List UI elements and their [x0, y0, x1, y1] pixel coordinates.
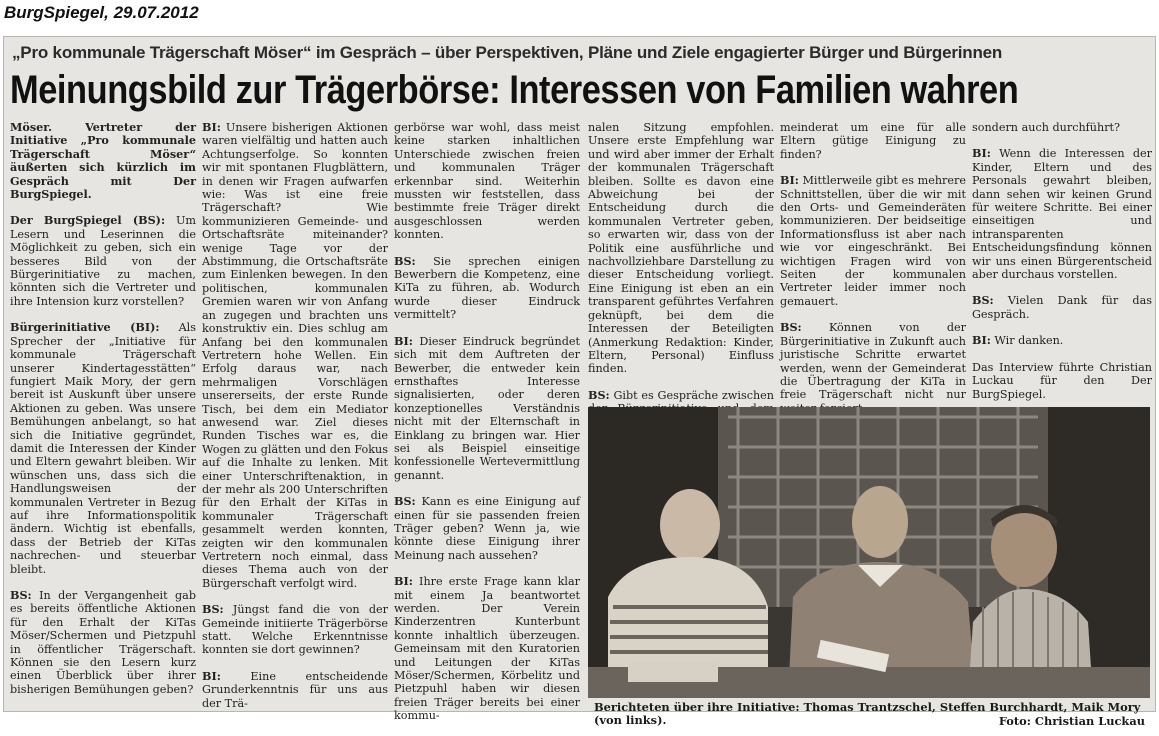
paragraph — [972, 147, 1152, 281]
article-column-2 — [202, 121, 388, 723]
paragraph-text: Jüngst fand die von der Gemeinde initiierte Trägerbörse statt. Welche Erkenntnisse konnten sie dort gewinnen? — [202, 603, 388, 657]
paragraph-text: Ihre erste Frage kann klar mit einem Ja beantwortet werden. Der Verein Kinderzentren Kunterbunt konnte inhaltlich überzeugen. Gemeinsam mit den Kuratorien und Leitungen der KiTas Möser/Schermen, Körbelitz und Pietzpuhl haben wir diesen freien Träger bereits bei einer kommu- — [394, 575, 580, 723]
article-column-6 — [972, 121, 1152, 414]
paragraph-text: Vielen Dank für das Gespräch. — [972, 294, 1152, 321]
paragraph-text: Kann es eine Einigung auf einen für sie passenden freien Träger geben? Wenn ja, wie könnte diese Einigung ihrer Meinung nach aussehen? — [394, 495, 580, 562]
paragraph-text: Sie sprechen einigen Bewerbern die Kompetenz, eine KiTa zu führen, ab. Wodurch wurde dieser Eindruck vermittelt? — [394, 254, 580, 322]
speaker-label: BI: — [972, 146, 991, 161]
paragraph — [394, 255, 580, 322]
paragraph-text: Als Sprecher der „Initiative für kommunale Trägerschaft unserer Kindertagesstätten“ fungiert Maik Mory, der gern bereit ist Auskunft über unsere Aktionen zu geben. Was unsere Bemühungen anbelangt, so hat sich die Initiative gegründet, damit die Interessen der Kinder und Eltern gewahrt bleiben. Wir wünschen uns, dass sich die Handlungsweisen der kommunalen Vertreter in Bezug auf ihre Informationspolitik ändern. Wichtig ist ebenfalls, dass der Betrieb der KiTas nachrechen- und steuerbar bleibt. — [10, 321, 196, 576]
paragraph — [202, 603, 388, 657]
paragraph — [972, 334, 1152, 347]
article-column-5 — [780, 121, 966, 437]
speaker-label: BI: — [972, 333, 991, 348]
paragraph — [394, 495, 580, 562]
speaker-label: BS: — [780, 320, 802, 335]
article-column-3 — [394, 121, 580, 736]
newspaper-clipping — [3, 36, 1156, 728]
photo-credit: Foto: Christian Luckau — [998, 714, 1145, 728]
paragraph — [972, 294, 1152, 321]
article-intro: Möser. Vertreter der Initiative „Pro kommunale Trägerschaft Möser“ äußerten sich kürzlich im Gespräch mit Der BurgSpiegel. — [10, 120, 196, 202]
speaker-label: BS: — [394, 253, 416, 268]
paragraph — [202, 121, 388, 590]
paragraph-text: Können von der Bürgerinitiative in Zukunft auch juristische Schritte erwartet werden, wenn der Gemeinderat die Übertragung der KiTa in freie Trägerschaft nicht nur — [780, 321, 966, 402]
photo-caption: Berichteten über ihre Initiative: Thomas Trantzschel, Steffen Burchhardt, Maik Mory (von links). — [594, 700, 1141, 727]
speaker-label: BI: — [394, 574, 413, 589]
paragraph-text: sondern auch durchführt? — [972, 121, 1121, 134]
paragraph-text: gerbörse war wohl, dass meist keine starken inhaltlichen Unterschiede zwischen freien und kommunalen Träger erkennbar sind. Weiterhin mussten wir feststellen, dass bestimmte freie Träger direkt ausgeschlossen werden konnten. — [394, 121, 580, 242]
source-line: BurgSpiegel, 29.07.2012 — [4, 3, 199, 22]
speaker-label: BI: — [780, 173, 799, 188]
speaker-label: BI: — [202, 120, 221, 134]
paragraph — [10, 589, 196, 696]
paragraph — [394, 335, 580, 482]
paragraph-text: meinderat um eine für alle Eltern gütige Einigung zu finden? — [780, 121, 966, 161]
article-column-1 — [10, 121, 196, 709]
speaker-label: Der BurgSpiegel (BS): — [10, 213, 166, 228]
photo-image — [588, 407, 1150, 698]
paragraph-text: In der Vergangenheit gab es bereits öffentliche Aktionen für den Erhalt der KiTas Möser/Schermen und Pietzpuhl in öffentlicher Trägerschaft. Können sie den Lesern kurz einen Überblick über ihrer bisherigen Bemühungen geben? — [10, 589, 196, 696]
speaker-label: BI: — [394, 333, 413, 348]
speaker-label: BS: — [972, 293, 994, 308]
article-column-4 — [588, 121, 774, 437]
article-photo — [588, 407, 1150, 698]
speaker-label: BS: — [394, 494, 416, 509]
speaker-label: BI: — [202, 668, 221, 683]
speaker-label: Bürgerinitiative (BI): — [10, 320, 160, 335]
paragraph-text: Wir danken. — [990, 334, 1064, 348]
speaker-label: BS: — [588, 387, 610, 402]
paragraph-text: Das Interview führte Christian Luckau für den Der BurgSpiegel. — [972, 360, 1152, 401]
paragraph — [10, 321, 196, 576]
article-headline: Meinungsbild zur Trägerbörse: Interessen von Familien wahren — [10, 68, 1019, 112]
paragraph-text: Mittlerweile gibt es mehrere Schnittstellen, über die wir mit den Orts- und Gemeinderäten kommunizieren. Der beidseitige Informationsfluss ist aber nach wie vor eingeschränkt. Bei wichtigen Fragen wird von Seiten der kommunalen Vertreter leider immer noch gemauert. — [780, 174, 966, 308]
paragraph — [202, 670, 388, 710]
speaker-label: BS: — [10, 588, 32, 602]
paragraph — [780, 174, 966, 308]
paragraph-text: Wenn die Interessen der Kinder, Eltern und des Personals gewahrt bleiben, dann sehen wir keinen Grund für weitere Schritte. Bei einer einseitigen und intransparenten Entscheidungsfindung können wir uns einen Bürgerentscheid aber durchaus vorstellen. — [972, 147, 1152, 282]
speaker-label: BS: — [202, 602, 224, 617]
paragraph-text: Dieser Eindruck begründet sich mit dem Auftreten der Bewerber, die entweder kein ernsthaftes Interesse signalisierten, oder deren konzeptionelles Verständnis nicht mit der Elternschaft in Einklang zu bringen war. Hier sei als Beispiel einseitige konfessionelle Wertevermittlung genannt. — [394, 334, 580, 482]
article-kicker: „Pro kommunale Trägerschaft Möser“ im Gespräch – über Perspektiven, Pläne und Ziele engagierter Bürger und Bürgerinnen — [12, 43, 1003, 62]
paragraph — [780, 321, 966, 415]
paragraph-text: Eine entscheidende Grunderkenntnis für uns aus der Trä- — [202, 669, 388, 710]
paragraph-text: nalen Sitzung empfohlen. Unsere erste Empfehlung war und wird aber immer der Erhalt der kommunalen Trägerschaft bleiben. Sollte es davon eine Abweichung bei der Entscheidung durch die kommunalen Vertreter geben, so erwarten wir, dass von der Politik eine ausführliche und nachvollziehbare Darstellung zu dieser Entscheidung vorliegt. Eine Einigung ist eben an ein transparent geführtes Verfahren geknüpft, bei dem die Interessen der Beteiligten (Anmerkung Redaktion: Kinder, Eltern, Personal) Einfluss finden. — [588, 121, 774, 376]
paragraph-text: Unsere bisherigen Aktionen waren vielfältig und hatten auch Achtungserfolge. So konnten wir mit spontanen Flugblättern, in denen wir Fragen aufwarfen wie: Was ist eine freie Trägerschaft? Wie kommunizieren Gemeinde- und Ortschaftsräte miteinander? wenige Tage vor der Abstimmung, die Ortschaftsräte zum Einlenken bewegen. In den politischen, kommunalen Gremien waren wir von Anfang an zugegen und brachten uns konstruktiv ein. Dies schlug am Anfang bei den kommunalen Vertretern hohe Wellen. Ein Erfolg daraus war, nach mehrmaligen Vorschlägen unsererseits, der erste Runde Tisch, bei dem ein Mediator anwesend war. Ziel dieses Runden Tisches war es, die Wogen zu glätten und den Fokus auf die Inhalte zu lenken. Mit einer Unterschriftenaktion, in der mehr als 200 Unterschriften für den Erhalt der KiTas in kommunaler Trägerschaft gesammelt werden konnten, zeigten wir den kommunalen Vertretern noch einmal, dass dieses Thema auch von der Bürgerschaft verfolgt wird. — [202, 121, 388, 590]
paragraph — [394, 575, 580, 722]
paragraph — [10, 214, 196, 308]
paragraph-text: Um Lesern und Leserinnen die Möglichkeit zu geben, sich ein besseres Bild von der Bürgerinitiative zu machen, könnten sich die Vertreter und ihre Intension kurz vorstellen? — [10, 214, 196, 308]
paragraph-text: Gibt es Gespräche zwischen — [613, 388, 774, 402]
